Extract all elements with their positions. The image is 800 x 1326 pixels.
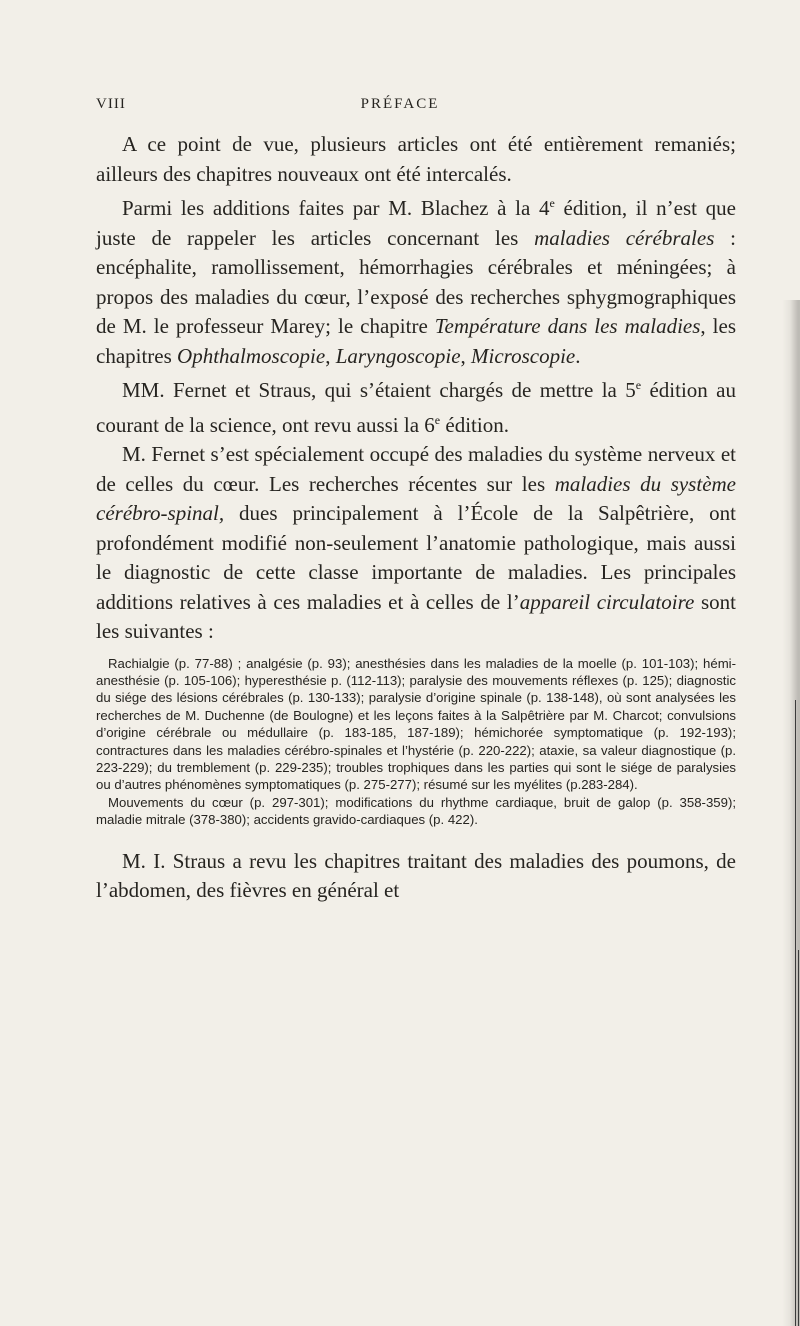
page-header <box>96 96 704 120</box>
additions-list-circulatory: Mouvements du cœur (p. 297-301); modifications du rhythme cardiaque, bruit de galop (p. 358-359); maladie mitrale (378-380); accidents gravido-cardiaques (p. 422). <box>96 794 736 828</box>
body-text <box>96 130 736 906</box>
paragraph-2: Parmi les additions faites par M. Blachez à la 4e édition, il n’est que juste de rappeler les articles concernant les maladies cérébrales : encéphalite, ramollissement, hémorrhagies cérébrales et méningées; à propos des maladies du cœur, l’exposé des recherches sphygmographiques de M. le professeur Marey; le chapitre Température dans les maladies, les chapitres Ophthalmoscopie, Laryngoscopie, Microscopie. <box>96 196 737 368</box>
paragraph-4: M. Fernet s’est spécialement occupé des maladies du système nerveux et de celles du cœur. Les recherches récentes sur les maladies du système cérébro-spinal, dues principalement à l’École de la Salpêtrière, ont profondément modifié non-seulement l’anatomie pathologique, mais aussi le diagnostic de cette classe importante de maladies. Les principales additions relatives à ces maladies et à celles de l’appareil circulatoire sont les suivantes : <box>96 442 736 643</box>
running-title: PRÉFACE <box>360 96 440 112</box>
additions-list-nervous-system: Rachialgie (p. 77-88) ; analgésie (p. 93); anesthésies dans les maladies de la moelle (p. 101-103); hémi-anesthésie (p. 105-106); hyperesthésie p. (112-113); paralysie des mouvements réflexes (p. 125); diagnostic du siége des lésions cérébrales (p. 130-133); paralysie d’origine spinale (p. 138-148), où sont analysées les recherches de M. Duchenne (de Boulogne) et les leçons faites à la Salpêtrière par M. Charcot; convulsions d’origine cérébrale ou médullaire (p. 183-185, 187-189); hémichorée symptomatique (p. 192-193); contractures dans les maladies cérébro-spinales et l’hystérie (p. 220-222); ataxie, sa valeur diagnostique (p. 223-229); du tremblement (p. 229-235); troubles trophiques dans les parties qui sont le siége de paralysies ou d’autres phénomènes symptomatiques (p. 275-277); résumé sur les myélites (p.283-284). <box>96 655 736 793</box>
paragraph-3: MM. Fernet et Straus, qui s’étaient chargés de mettre la 5e édition au courant de la science, ont revu aussi la 6e édition. <box>96 378 736 437</box>
page-number: VIII <box>96 96 126 112</box>
book-binding-edge <box>782 300 800 1326</box>
paragraph-5: M. I. Straus a revu les chapitres traitant des maladies des poumons, de l’abdomen, des fièvres en général et <box>96 848 736 903</box>
paragraph-1: A ce point de vue, plusieurs articles ont été entièrement remaniés; ailleurs des chapitres nouveaux ont été intercalés. <box>96 132 736 186</box>
